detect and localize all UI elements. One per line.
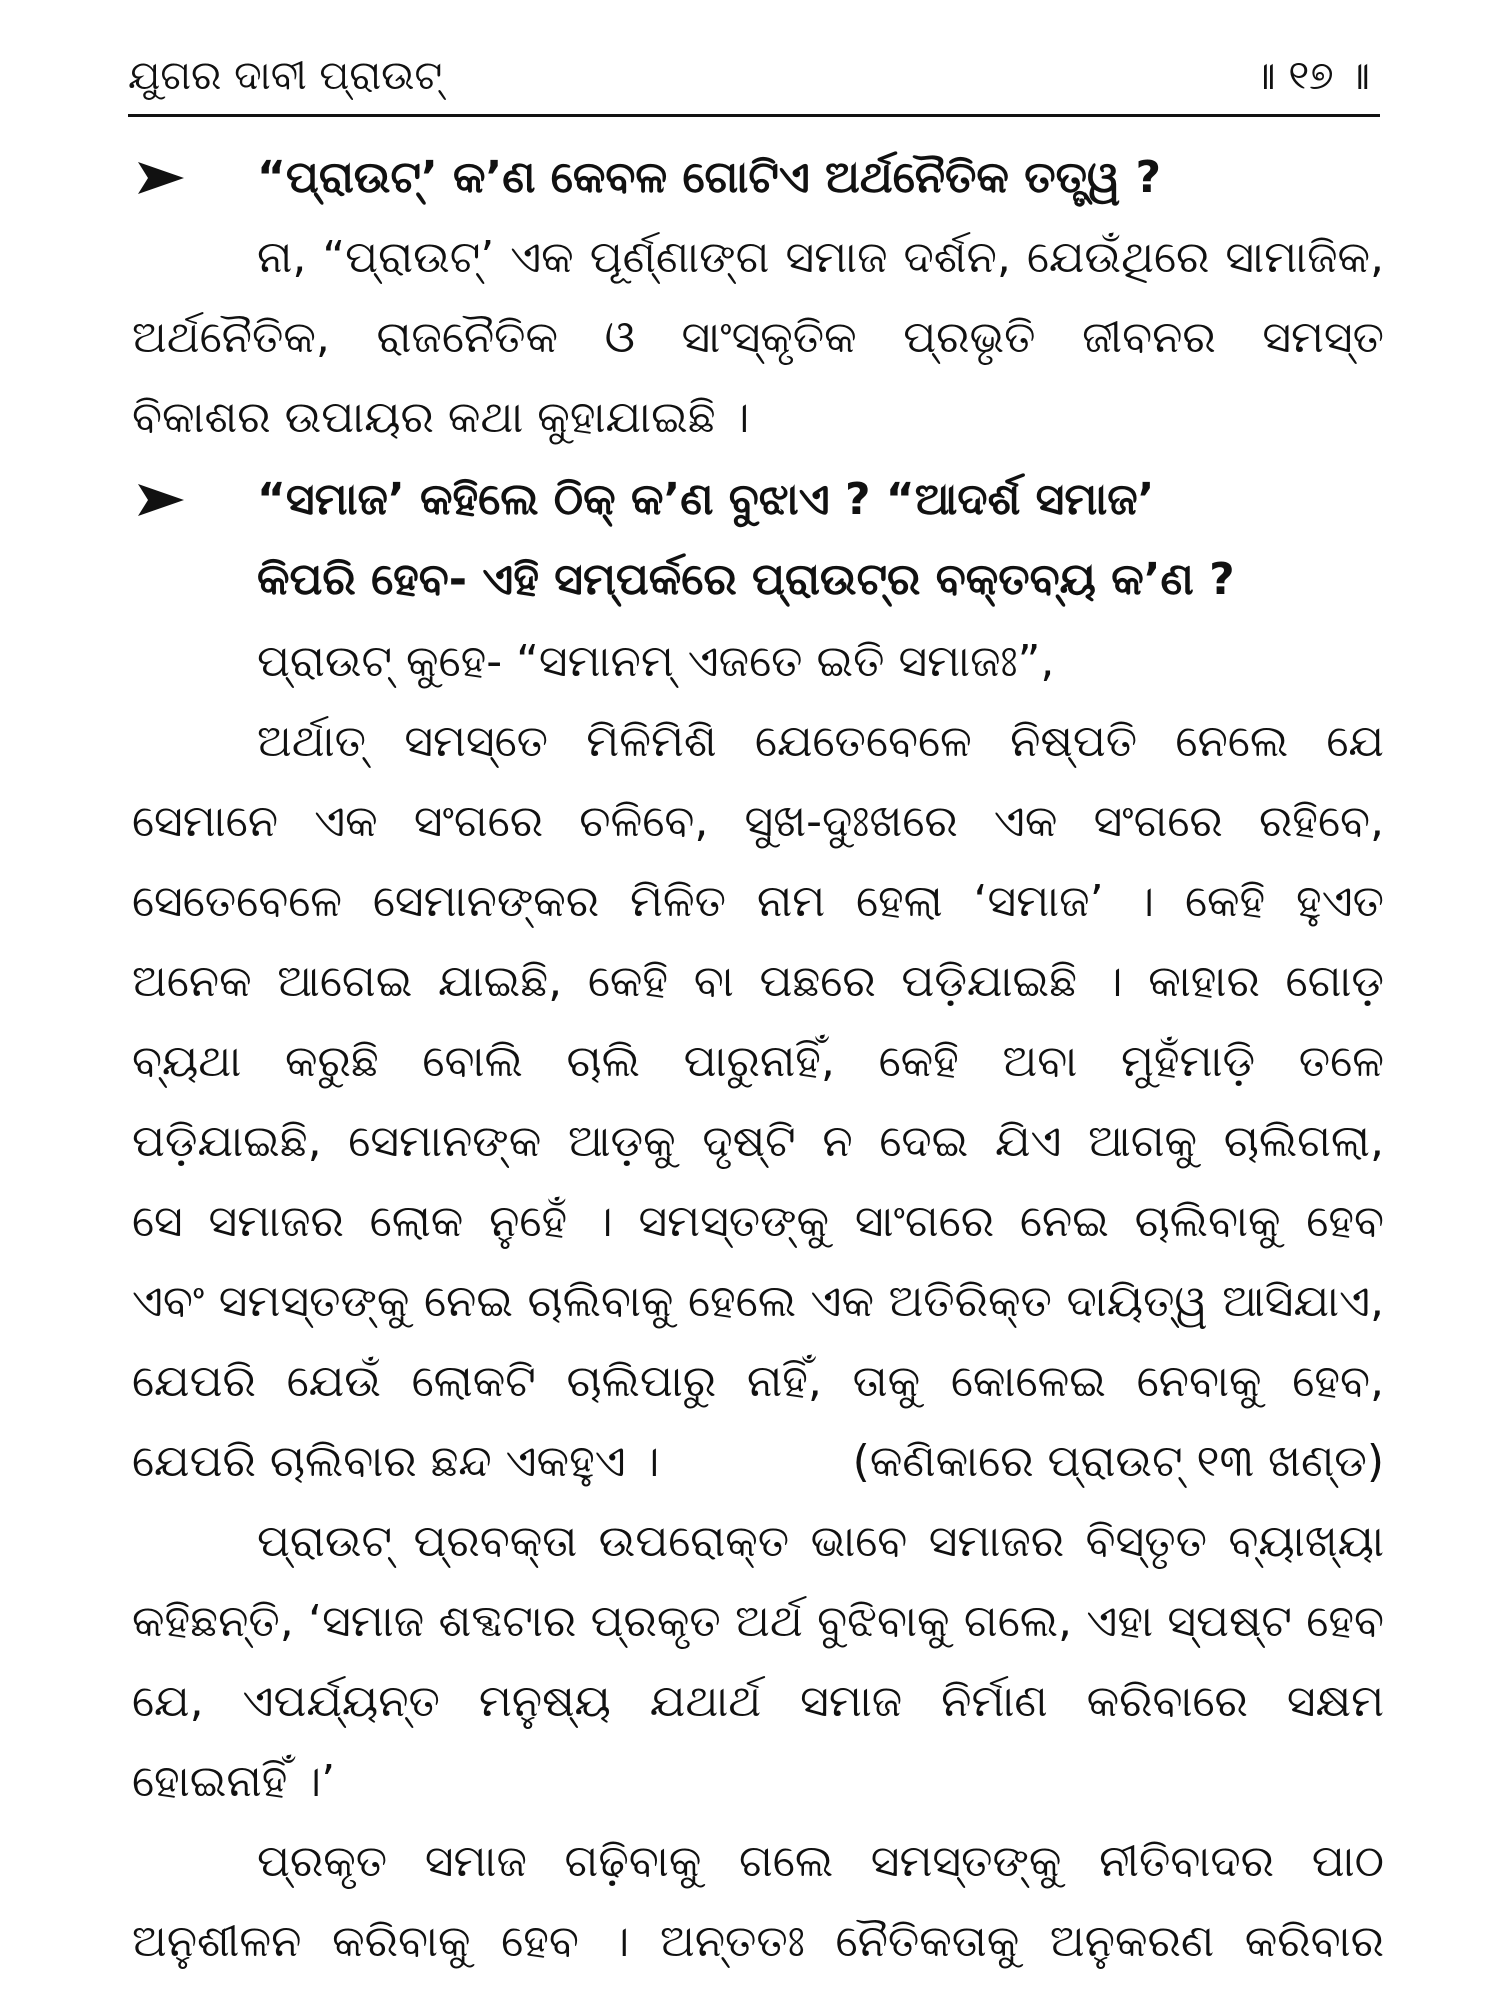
question-2 <box>132 470 1382 610</box>
answer-2-line: ଯେପରି ଯେଉଁ ଲୋକଟି ଚାଲିପାରୁ ନାହିଁ, ତାକୁ କୋଳେଇ ନେବାକୁ ହେବ, <box>132 1356 1384 1407</box>
question-1 <box>132 148 1382 208</box>
paragraph-3-line: ଯେ, ଏପର୍ଯ୍ୟନ୍ତ ମନୁଷ୍ୟ ଯଥାର୍ଥ ସମାଜ ନିର୍ମାଣ କରିବାରେ ସକ୍ଷମ <box>132 1676 1384 1727</box>
paragraph-3-line: ହୋଇନାହିଁ ।’ <box>132 1756 336 1807</box>
running-header <box>128 38 1380 117</box>
paragraph-4-line: ଅନୁଶୀଳନ କରିବାକୁ ହେବ । ଅନ୍ତତଃ ନୈତିକତାକୁ ଅନୁକରଣ କରିବାର <box>132 1916 1384 1967</box>
answer-2-line: ଅନେକ ଆଗେଇ ଯାଇଛି, କେହି ବା ପଛରେ ପଡ଼ିଯାଇଛି । କାହାର ଗୋଡ଼ <box>132 956 1384 1007</box>
answer-1-line: ଅର୍ଥନୈତିକ, ରାଜନୈତିକ ଓ ସାଂସ୍କୃତିକ ପ୍ରଭୃତି ଜୀବନର ସମସ୍ତ <box>132 312 1384 363</box>
answer-2-intro: ପ୍ରାଉଟ୍ କୁହେ- “ସମାନମ୍ ଏଜତେ ଇତି ସମାଜଃ”, <box>257 636 1055 687</box>
paragraph-3-line: ପ୍ରାଉଟ୍ ପ୍ରବକ୍ତା ଉପରୋକ୍ତ ଭାବେ ସମାଜର ବିସ୍ତୃତ ବ୍ୟାଖ୍ୟା <box>257 1516 1384 1567</box>
answer-2-line: ସେତେବେଳେ ସେମାନଙ୍କର ମିଳିତ ନାମ ହେଲା ‘ସମାଜ’ । କେହି ହୁଏତ <box>132 876 1384 927</box>
paragraph-4 <box>132 1822 1384 1982</box>
answer-1 <box>132 218 1384 458</box>
answer-2-line: ସେମାନେ ଏକ ସଂଗରେ ଚଳିବେ, ସୁଖ-ଦୁଃଖରେ ଏକ ସଂଗରେ ରହିବେ, <box>132 796 1384 847</box>
paragraph-3-line: କହିଛନ୍ତି, ‘ସମାଜ ଶବ୍ଦଟାର ପ୍ରକୃତ ଅର୍ଥ ବୁଝିବାକୁ ଗଲେ, ଏହା ସ୍ପଷ୍ଟ ହେବ <box>132 1596 1384 1647</box>
question-1-text: “ପ୍ରାଉଟ୍’ କ’ଣ କେବଳ ଗୋଟିଏ ଅର୍ଥନୈତିକ ତତ୍ତ୍ୱ ? <box>257 152 1162 203</box>
answer-2 <box>132 622 1384 1502</box>
question-2-line-1: “ସମାଜ’ କହିଲେ ଠିକ୍ କ’ଣ ବୁଝାଏ ? “ଆଦର୍ଶ ସମାଜ’ <box>257 474 1155 525</box>
question-2-line-2: କିପରି ହେବ- ଏହି ସମ୍ପର୍କରେ ପ୍ରାଉଟ୍‌ର ବକ୍ତବ୍ୟ କ’ଣ ? <box>257 554 1235 605</box>
answer-2-line: ପଡ଼ିଯାଇଛି, ସେମାନଙ୍କ ଆଡ଼କୁ ଦୃଷ୍ଟି ନ ଦେଇ ଯିଏ ଆଗକୁ ଚାଲିଗଲା, <box>132 1116 1384 1167</box>
answer-2-line: ବ୍ୟଥା କରୁଛି ବୋଲି ଚାଲି ପାରୁନାହିଁ, କେହି ଅବା ମୁହଁମାଡ଼ି ତଳେ <box>132 1036 1384 1087</box>
paragraph-4-line: ପ୍ରକୃତ ସମାଜ ଗଢ଼ିବାକୁ ଗଲେ ସମସ୍ତଙ୍କୁ ନୀତିବାଦର ପାଠ <box>257 1836 1384 1887</box>
paragraph-3 <box>132 1502 1384 1822</box>
arrowhead-bullet-icon <box>132 148 192 208</box>
answer-2-line: ଅର୍ଥାତ୍ ସମସ୍ତେ ମିଳିମିଶି ଯେତେବେଳେ ନିଷ୍ପତି ନେଲେ ଯେ <box>257 716 1384 767</box>
answer-2-last-line: ଯେପରି ଚାଲିବାର ଛନ୍ଦ ଏକହୁଏ । <box>132 1436 660 1487</box>
page-number: ॥ ୧୭ ॥ <box>1251 53 1370 99</box>
citation: (କଣିକାରେ ପ୍ରାଉଟ୍ ୧୩ ଖଣ୍ଡ) <box>852 1436 1384 1487</box>
answer-1-line: ବିକାଶର ଉପାୟର କଥା କୁହାଯାଇଛି । <box>132 392 750 443</box>
answer-1-line: ନା, “ପ୍ରାଉଟ୍’ ଏକ ପୂର୍ଣ୍ଣାଙ୍ଗ ସମାଜ ଦର୍ଶନ, ଯେଉଁଥିରେ ସାମାଜିକ, <box>257 232 1384 283</box>
arrowhead-bullet-icon <box>132 470 192 530</box>
answer-2-line: ଏବଂ ସମସ୍ତଙ୍କୁ ନେଇ ଚାଲିବାକୁ ହେଲେ ଏକ ଅତିରିକ୍ତ ଦାୟିତ୍ୱ ଆସିଯାଏ, <box>132 1276 1384 1327</box>
answer-2-last-row <box>132 1422 1384 1502</box>
answer-2-line: ସେ ସମାଜର ଲୋକ ନୁହେଁ । ସମସ୍ତଙ୍କୁ ସାଂଗରେ ନେଇ ଚାଲିବାକୁ ହେବ <box>132 1196 1384 1247</box>
book-title: ଯୁଗର ଦାବୀ ପ୍ରାଉଟ୍ <box>128 53 443 99</box>
